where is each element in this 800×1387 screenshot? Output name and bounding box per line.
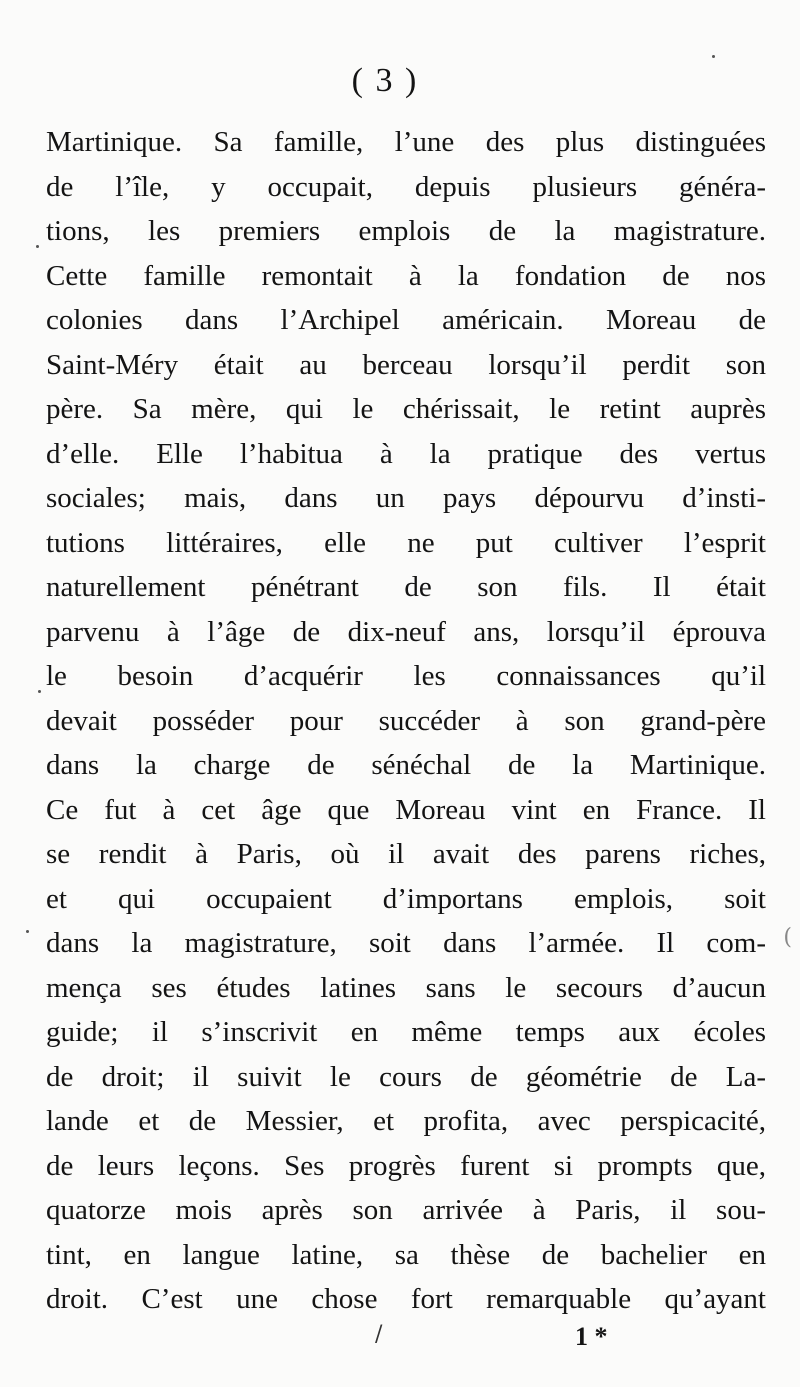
text-line: droit. C’est une chose fort remarquable qu’ayant xyxy=(46,1283,766,1315)
page-number: ( 3 ) xyxy=(351,62,419,99)
text-line: de droit; il suivit le cours de géométrie de La- xyxy=(46,1060,766,1093)
text-line: le besoin d’acquérir les connaissances qu’il xyxy=(46,660,766,692)
text-line: devait posséder pour succéder à son grand-père xyxy=(46,704,766,737)
text-line: Saint-Méry était au berceau lorsqu’il perdit son xyxy=(46,348,766,381)
text-line: tutions littéraires, elle ne put cultiver l’esprit xyxy=(46,526,766,559)
text-line: sociales; mais, dans un pays dépourvu d’insti- xyxy=(46,482,766,514)
paper-speck xyxy=(36,245,39,248)
text-line: tions, les premiers emplois de la magistrature. xyxy=(46,215,766,247)
text-line: de l’île, y occupait, depuis plusieurs généra- xyxy=(46,170,766,203)
text-line: Ce fut à cet âge que Moreau vint en France. Il xyxy=(46,793,766,826)
text-line: mença ses études latines sans le secours d’aucun xyxy=(46,971,766,1004)
text-line: dans la charge de sénéchal de la Martinique. xyxy=(46,749,766,781)
text-line: et qui occupaient d’importans emplois, soit xyxy=(46,882,766,915)
paper-speck xyxy=(26,930,29,933)
stray-mark: / xyxy=(375,1322,383,1347)
text-line: d’elle. Elle l’habitua à la pratique des vertus xyxy=(46,437,766,470)
text-line: tint, en langue latine, sa thèse de bachelier en xyxy=(46,1238,766,1271)
body-text xyxy=(46,120,766,1322)
paper-speck xyxy=(712,55,715,58)
paper-speck xyxy=(38,690,41,693)
text-line: se rendit à Paris, où il avait des parens riches, xyxy=(46,838,766,870)
text-line: de leurs leçons. Ses progrès furent si prompts que, xyxy=(46,1149,766,1182)
signature-mark: 1 * xyxy=(575,1322,608,1351)
text-line: naturellement pénétrant de son fils. Il était xyxy=(46,571,766,603)
text-line: parvenu à l’âge de dix-neuf ans, lorsqu’il éprouva xyxy=(46,615,766,648)
text-line: Martinique. Sa famille, l’une des plus distinguées xyxy=(46,126,766,158)
text-line: guide; il s’inscrivit en même temps aux écoles xyxy=(46,1016,766,1048)
text-line: dans la magistrature, soit dans l’armée. Il com- xyxy=(46,927,766,959)
text-line: Cette famille remontait à la fondation de nos xyxy=(46,259,766,292)
text-line: quatorze mois après son arrivée à Paris, il sou- xyxy=(46,1194,766,1226)
text-line: colonies dans l’Archipel américain. Moreau de xyxy=(46,304,766,336)
edge-mark: ( xyxy=(783,925,792,950)
text-line: lande et de Messier, et profita, avec perspicacité, xyxy=(46,1105,766,1137)
text-line: père. Sa mère, qui le chérissait, le retint auprès xyxy=(46,393,766,425)
